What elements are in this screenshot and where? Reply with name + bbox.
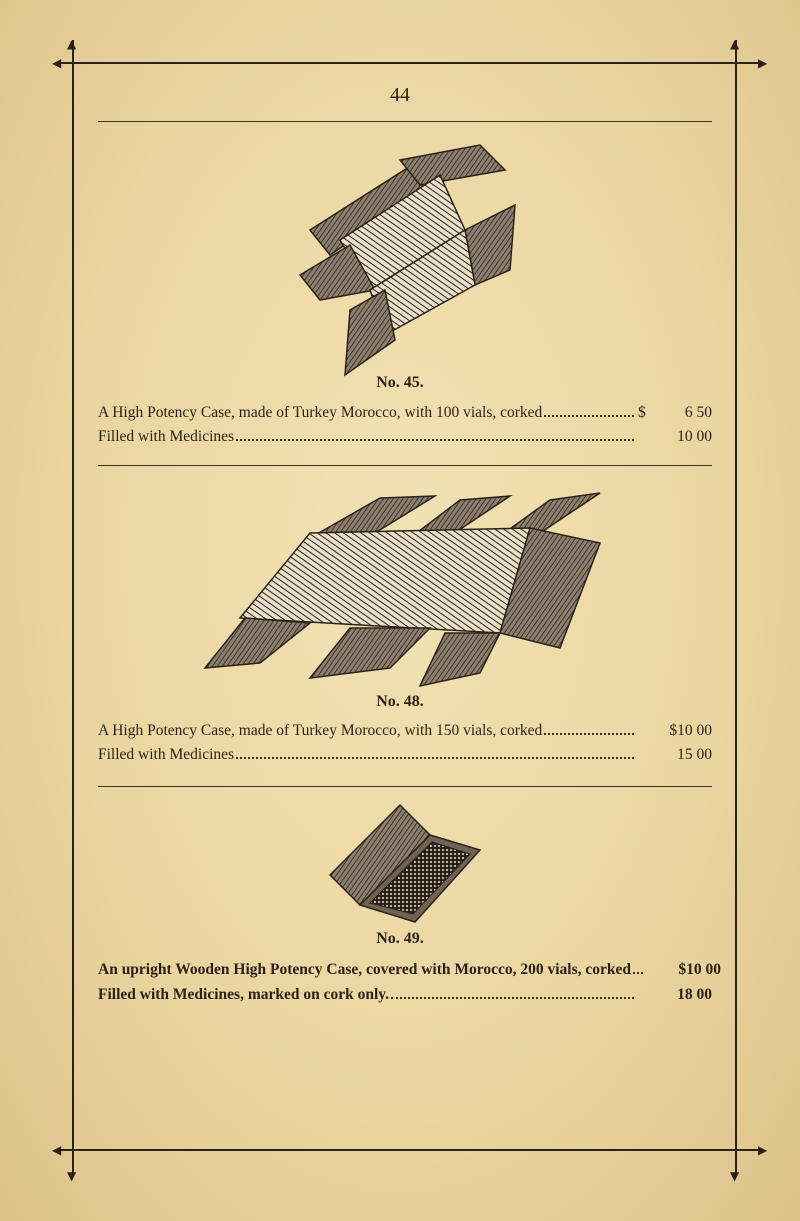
item-description: A High Potency Case, made of Turkey Morocco, with 150 vials, corked [98, 722, 543, 739]
frame-top [58, 62, 762, 64]
price-amount: $10 00 [678, 961, 722, 978]
price-amount: 10 00 [677, 428, 712, 445]
item-description: Filled with Medicines [98, 746, 235, 763]
case-48-illustration [200, 488, 610, 688]
price-line [98, 986, 712, 1004]
section-rule [98, 465, 712, 466]
arrow-down-icon: ▼ [730, 1169, 740, 1183]
item-caption: No. 48. [376, 693, 424, 710]
arrow-left-icon: ◀ [52, 56, 62, 70]
arrow-up-icon: ▲ [730, 37, 740, 51]
dot-leader [544, 733, 634, 735]
arrow-up-icon: ▲ [67, 37, 77, 51]
arrow-right-icon: ▶ [758, 56, 768, 70]
case-49-illustration [325, 800, 485, 930]
dot-leader [391, 997, 634, 999]
dot-leader [633, 972, 643, 974]
arrow-left-icon: ◀ [52, 1143, 62, 1157]
case-45-illustration [290, 140, 530, 380]
price-line [98, 404, 712, 422]
currency-sign: $ [638, 404, 646, 421]
header-rule [98, 121, 712, 122]
price-amount: $10 00 [669, 722, 712, 739]
price-line [98, 428, 712, 446]
page-number: 44 [390, 84, 410, 106]
frame-left [72, 40, 74, 1175]
price-line [98, 961, 722, 979]
arrow-right-icon: ▶ [758, 1143, 768, 1157]
price-amount: 15 00 [677, 746, 712, 763]
item-description: An upright Wooden High Potency Case, covered with Morocco, 200 vials, corked [98, 961, 632, 978]
item-caption: No. 49. [376, 930, 424, 947]
price-amount: 6 50 [684, 404, 712, 421]
item-description: Filled with Medicines, marked on cork only. [98, 986, 390, 1003]
dot-leader [236, 757, 634, 759]
item-description: A High Potency Case, made of Turkey Morocco, with 100 vials, corked [98, 404, 543, 421]
item-caption: No. 45. [376, 374, 424, 391]
item-description: Filled with Medicines [98, 428, 235, 445]
price-line [98, 746, 712, 764]
section-rule [98, 786, 712, 787]
dot-leader [236, 439, 634, 441]
dot-leader [544, 415, 634, 417]
price-amount: 18 00 [677, 986, 712, 1003]
price-line [98, 722, 712, 740]
frame-right [735, 40, 737, 1175]
arrow-down-icon: ▼ [67, 1169, 77, 1183]
frame-bottom [58, 1149, 762, 1151]
